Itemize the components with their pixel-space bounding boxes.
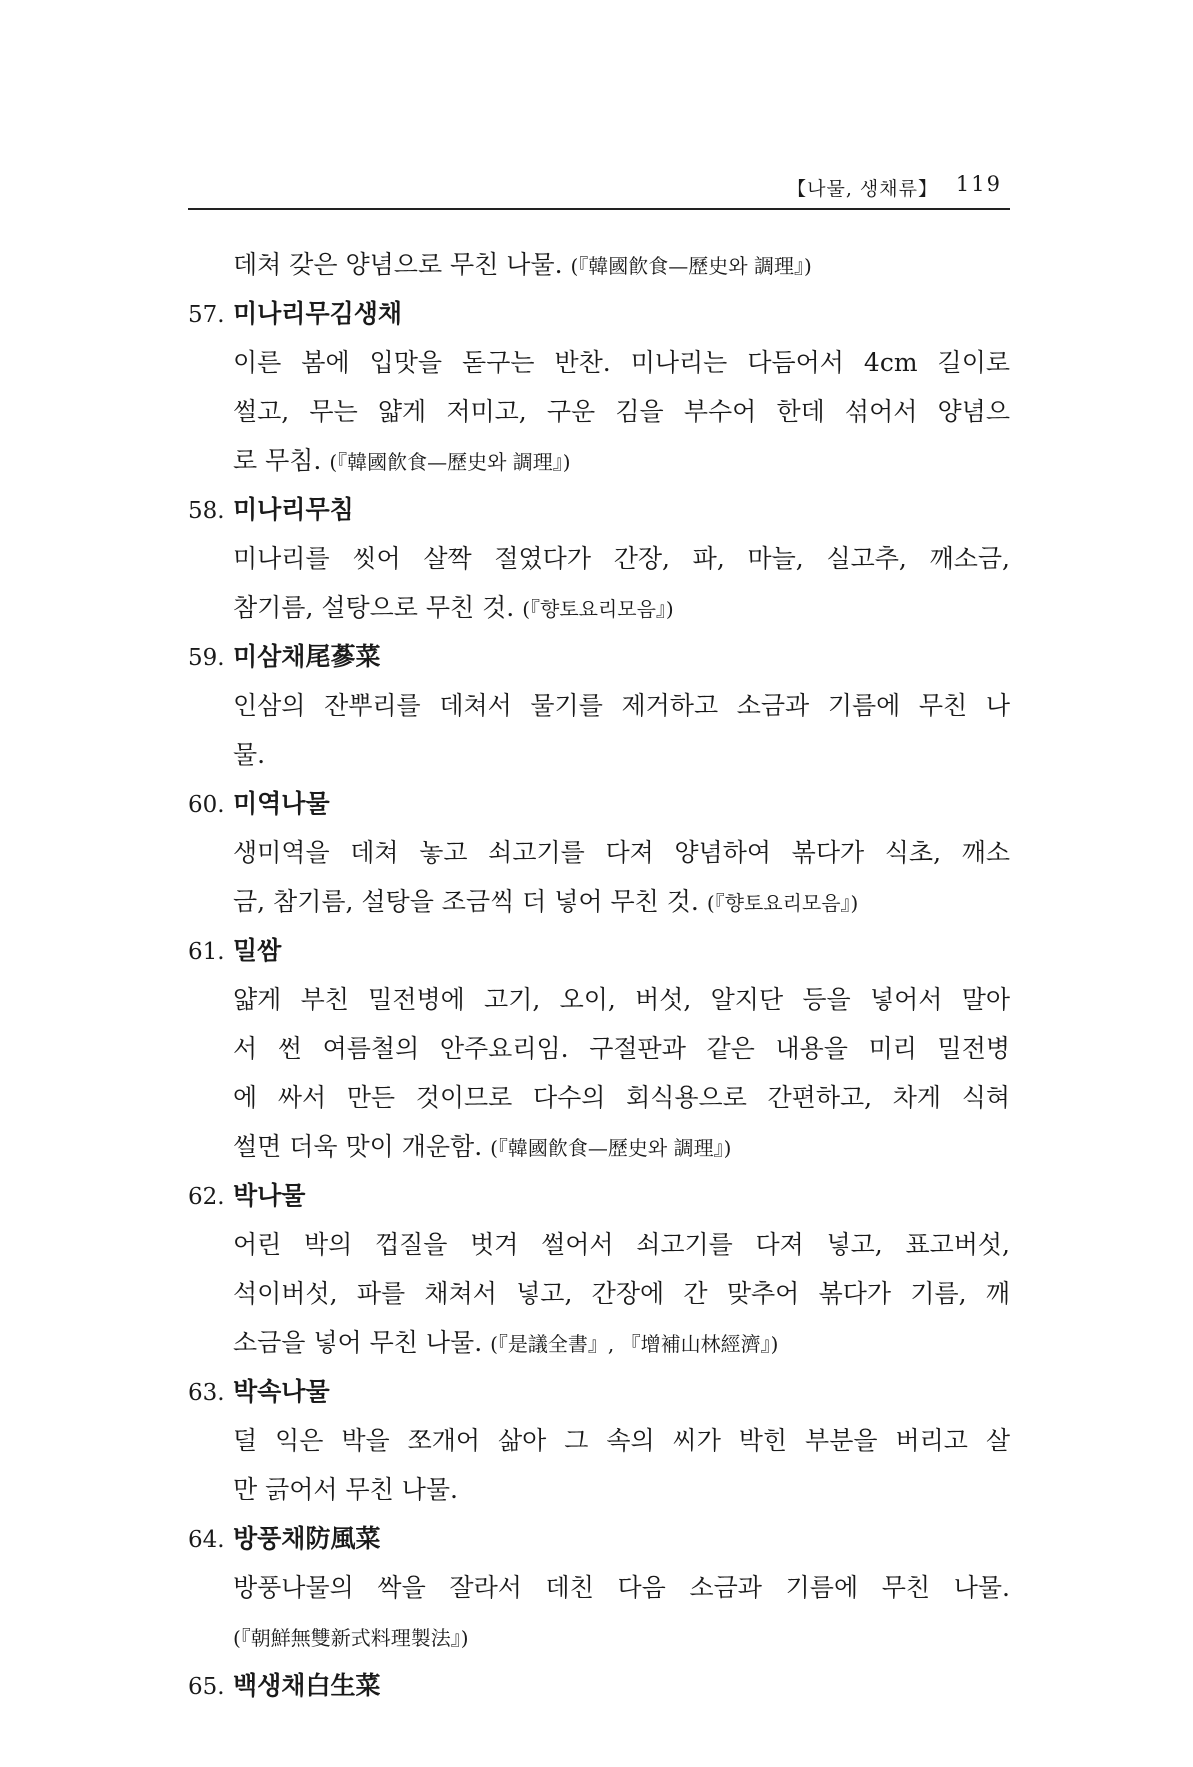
body-line — [188, 387, 1010, 436]
running-title: 【나물, 생채류】 — [787, 178, 938, 200]
body-text: 참기름, 설탕으로 무친 것. — [233, 593, 515, 622]
body-line — [188, 240, 1010, 289]
body-line — [188, 975, 1010, 1024]
body-text: 로 무침. — [233, 446, 322, 475]
body-line — [188, 1465, 1010, 1514]
body-line — [188, 1416, 1010, 1465]
page-body — [188, 240, 1010, 1710]
body-line — [188, 338, 1010, 387]
body-text: 이른 봄에 입맛을 돋구는 반찬. 미나리는 다듬어서 4cm 길이로 — [233, 348, 1010, 377]
body-text: 만 긁어서 무친 나물. — [233, 1475, 458, 1504]
entry-heading — [188, 485, 1010, 534]
entry-number: 65. — [188, 1674, 225, 1700]
body-text: 소금을 넣어 무친 나물. — [233, 1328, 483, 1357]
body-line — [188, 1269, 1010, 1318]
body-line — [188, 583, 1010, 632]
citation: (『韓國飮食—歷史와 調理』) — [570, 254, 812, 278]
entry-heading — [188, 926, 1010, 975]
citation: (『朝鮮無雙新式料理製法』) — [233, 1626, 469, 1650]
citation: (『韓國飮食—歷史와 調理』) — [329, 450, 571, 474]
body-text: 방풍나물의 싹을 잘라서 데친 다음 소금과 기름에 무친 나물. — [233, 1573, 1010, 1602]
entry-number: 61. — [188, 939, 225, 965]
entry-title: 밀쌈 — [233, 936, 282, 965]
entry-number: 57. — [188, 302, 225, 328]
body-text: 서 썬 여름철의 안주요리임. 구절판과 같은 내용을 미리 밀전병 — [233, 1034, 1010, 1063]
entry-heading — [188, 1171, 1010, 1220]
entry-title: 미나리무침 — [233, 495, 354, 524]
entry-number: 58. — [188, 498, 225, 524]
entry-title: 미삼채尾蔘菜 — [233, 642, 381, 671]
body-text: 썰고, 무는 얇게 저미고, 구운 김을 부수어 한데 섞어서 양념으 — [233, 397, 1010, 426]
body-text: 에 싸서 만든 것이므로 다수의 회식용으로 간편하고, 차게 식혀 — [233, 1083, 1010, 1112]
body-line — [188, 1612, 1010, 1661]
entry-heading — [188, 1661, 1010, 1710]
body-line — [188, 1318, 1010, 1367]
entry-title: 미나리무김생채 — [233, 299, 403, 328]
entry-title: 박속나물 — [233, 1377, 330, 1406]
body-line — [188, 1073, 1010, 1122]
entry-heading — [188, 289, 1010, 338]
entry-heading — [188, 1367, 1010, 1416]
entry-title: 박나물 — [233, 1181, 306, 1210]
body-text: 인삼의 잔뿌리를 데쳐서 물기를 제거하고 소금과 기름에 무친 나 — [233, 691, 1010, 720]
body-text: 생미역을 데쳐 놓고 쇠고기를 다져 양념하여 볶다가 식초, 깨소 — [233, 838, 1010, 867]
entry-number: 64. — [188, 1527, 225, 1553]
body-text: 데쳐 갖은 양념으로 무친 나물. — [233, 250, 563, 279]
body-text: 물. — [233, 740, 266, 769]
body-text: 미나리를 씻어 살짝 절였다가 간장, 파, 마늘, 실고추, 깨소금, — [233, 544, 1010, 573]
entry-heading — [188, 1514, 1010, 1563]
entry-number: 63. — [188, 1380, 225, 1406]
body-text: 금, 참기름, 설탕을 조금씩 더 넣어 무친 것. — [233, 887, 699, 916]
entry-heading — [188, 779, 1010, 828]
page-number: 119 — [955, 172, 1002, 196]
citation: (『韓國飮食—歷史와 調理』) — [490, 1136, 732, 1160]
entry-heading — [188, 632, 1010, 681]
body-line — [188, 1220, 1010, 1269]
body-line — [188, 828, 1010, 877]
body-line — [188, 436, 1010, 485]
body-line — [188, 534, 1010, 583]
body-text: 어린 박의 껍질을 벗겨 썰어서 쇠고기를 다져 넣고, 표고버섯, — [233, 1230, 1010, 1259]
body-line — [188, 1024, 1010, 1073]
body-line — [188, 681, 1010, 730]
body-text: 덜 익은 박을 쪼개어 삶아 그 속의 씨가 박힌 부분을 버리고 살 — [233, 1426, 1010, 1455]
entry-title: 미역나물 — [233, 789, 330, 818]
body-text: 얇게 부친 밀전병에 고기, 오이, 버섯, 알지단 등을 넣어서 말아 — [233, 985, 1010, 1014]
body-line — [188, 1122, 1010, 1171]
citation: (『향토요리모음』) — [522, 597, 674, 621]
body-line — [188, 877, 1010, 926]
page-header — [188, 160, 1010, 210]
citation: (『향토요리모음』) — [706, 891, 859, 915]
entry-number: 59. — [188, 645, 225, 671]
body-line — [188, 730, 1010, 779]
citation: (『是議全書』, 『增補山林經濟』) — [490, 1332, 779, 1356]
entry-number: 60. — [188, 792, 225, 818]
entry-title: 방풍채防風菜 — [233, 1524, 381, 1553]
entry-title: 백생채白生菜 — [233, 1671, 381, 1700]
body-line — [188, 1563, 1010, 1612]
body-text: 석이버섯, 파를 채쳐서 넣고, 간장에 간 맞추어 볶다가 기름, 깨 — [233, 1279, 1010, 1308]
entry-number: 62. — [188, 1184, 225, 1210]
body-text: 썰면 더욱 맛이 개운함. — [233, 1132, 483, 1161]
